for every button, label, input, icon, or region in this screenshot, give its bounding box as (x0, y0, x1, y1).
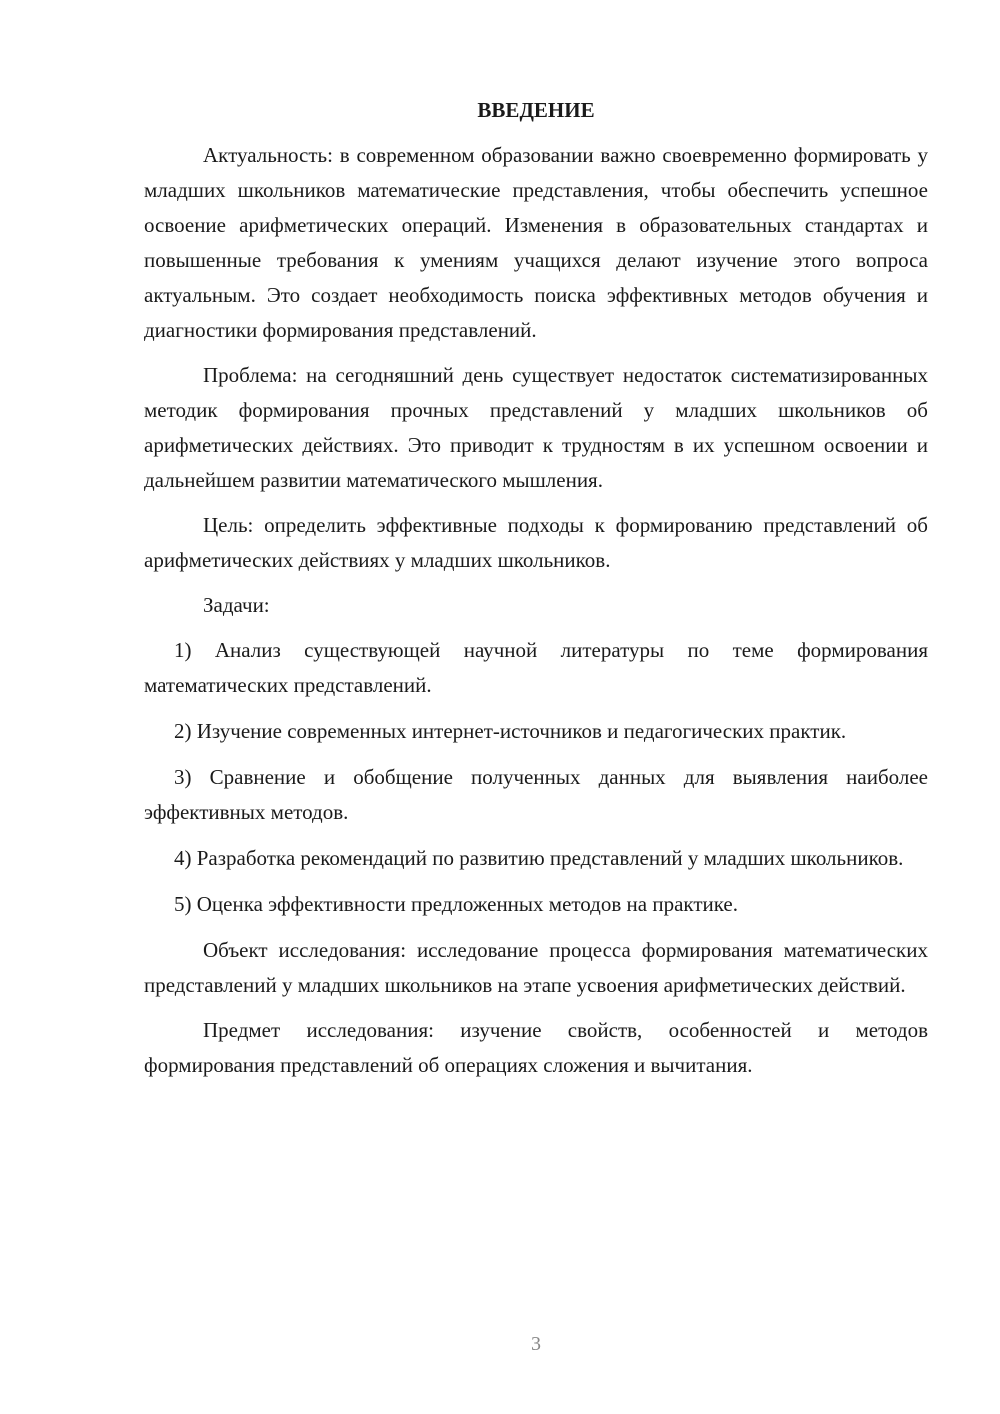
task-item: 2) Изучение современных интернет-источников и педагогических практик. (174, 719, 847, 743)
document-page (144, 94, 928, 1093)
task-item: 5) Оценка эффективности предложенных методов на практике. (174, 892, 738, 916)
page-number: 3 (531, 1333, 541, 1355)
paragraph-relevance: Актуальность: в современном образовании важно своевременно формировать у младших школьников математические представления, чтобы обеспечить успешное освоение арифметических операций. Изменения в образовательных стандартах и повышенные требования к умениям учащихся делают изучение этого вопроса актуальным. Это создает необходимость поиска эффективных методов обучения и диагностики формирования представлений. (144, 143, 928, 342)
task-item: 4) Разработка рекомендаций по развитию представлений у младших школьников. (174, 846, 904, 870)
paragraph-goal: Цель: определить эффективные подходы к формированию представлений об арифметических действиях у младших школьников. (144, 513, 928, 572)
paragraph-subject: Предмет исследования: изучение свойств, особенностей и методов формирования представлений об операциях сложения и вычитания. (144, 1018, 928, 1077)
paragraph-object: Объект исследования: исследование процесса формирования математических представлений у младших школьников на этапе усвоения арифметических действий. (144, 938, 928, 997)
paragraph-problem: Проблема: на сегодняшний день существует недостаток систематизированных методик формирования прочных представлений у младших школьников об арифметических действиях. Это приводит к трудностям в их успешном освоении и дальнейшем развитии математического мышления. (144, 363, 928, 492)
tasks-heading: Задачи: (203, 593, 270, 617)
task-item: 1) Анализ существующей научной литературы по теме формирования математических представлений. (144, 638, 928, 697)
task-item: 3) Сравнение и обобщение полученных данных для выявления наиболее эффективных методов. (144, 765, 928, 824)
section-title: ВВЕДЕНИЕ (477, 98, 595, 122)
